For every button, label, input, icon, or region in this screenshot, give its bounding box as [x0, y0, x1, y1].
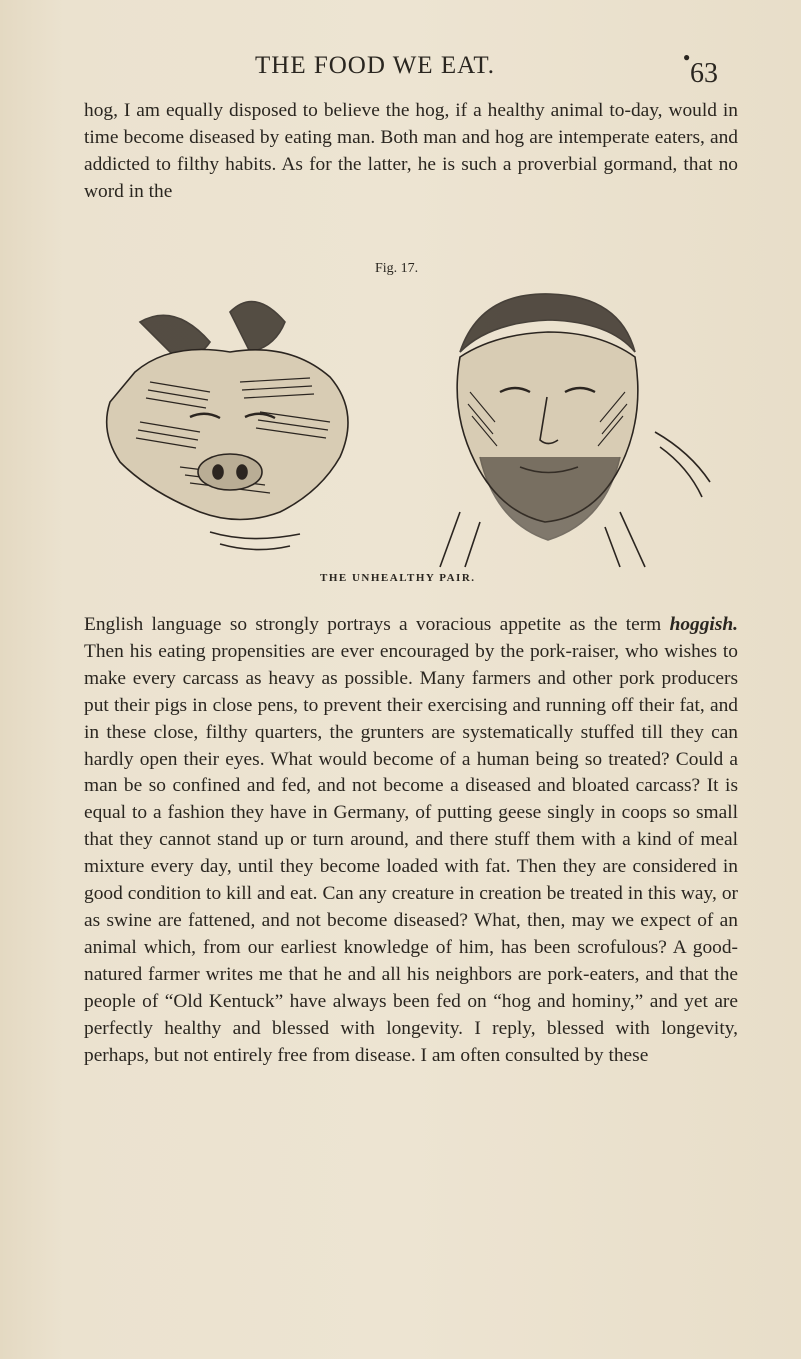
paragraph-bottom-text-1: English language so strongly portrays a voracious appetite as the term	[84, 614, 670, 635]
figure-caption: THE UNHEALTHY PAIR.	[320, 572, 476, 584]
running-title: THE FOOD WE EAT.	[255, 52, 496, 79]
paragraph-top: hog, I am equally disposed to believe the hog, if a healthy animal to-day, would in time become diseased by eating man. Both man and hog are intemperate eaters, and addicted to filthy habits. As for the latter, he is such a proverbial gormand, that no word in the	[84, 100, 738, 202]
page-header	[0, 50, 801, 90]
paragraph-bottom	[84, 612, 738, 1069]
man-head-illustration	[440, 294, 710, 567]
print-mark: ●	[683, 50, 691, 64]
page-number: 63	[690, 58, 718, 89]
figure-label: Fig. 17.	[375, 261, 419, 276]
hog-head-illustration	[107, 302, 348, 550]
italic-term: hoggish.	[669, 614, 738, 635]
figure-illustration	[80, 282, 720, 570]
paragraph-bottom-text-2: Then his eating propensities are ever encouraged by the pork-raiser, who wishes to make every carcass as heavy as possible. Many farmers and other pork producers put their pigs in close pens, to prevent their exercising and running off their fat, and in these close, filthy quarters, the grunters are systematically stuffed till they can hardly open their eyes. What would become of a human being so treated? Could a man be so confined and fed, and not become a diseased and bloated carcass? It is equal to a fashion they have in Germany, of putting geese singly in coops so small that they cannot stand up or turn around, and there stuff them with a kind of meal mixture every day, until they become loaded with fat. Then they are considered in good condition to kill and eat. Can any creature in creation be treated in this way, or as swine are fattened, and not become diseased? What, then, may we expect of an animal which, from our earliest knowledge of him, has been scrofulous? A good-natured farmer writes me that he and all his neighbors are pork-eaters, and that the people of “Old Kentuck” have always been fed on “hog and hominy,” and yet are perfectly healthy and blessed with longevity. I reply, blessed with longevity, perhaps, but not entirely free from disease. I am often consulted by these	[84, 640, 738, 1066]
